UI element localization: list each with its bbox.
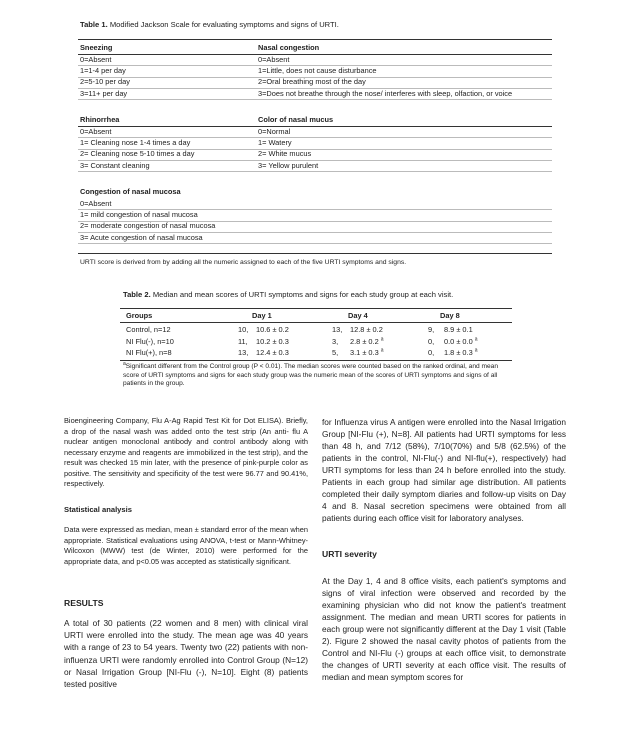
table1-scale-item: 0=Absent	[80, 199, 112, 208]
table1-section-title: Sneezing	[80, 43, 113, 52]
table2-cell-median: 0,	[428, 336, 435, 346]
results-heading: RESULTS	[64, 598, 104, 608]
table1-footnote: URTI score is derived from by adding all the numeric assigned to each of the five URTI symptoms and signs.	[80, 259, 407, 266]
table1-row-rule	[78, 243, 552, 244]
table1-label: Table 1.	[80, 20, 108, 29]
table1-top-rule	[78, 39, 552, 40]
table1-scale-item: 2= moderate congestion of nasal mucosa	[80, 221, 216, 231]
table1-scale-item: 0=Normal	[258, 127, 291, 136]
table1-scale-item: 1= Watery	[258, 138, 292, 148]
table2-row	[126, 348, 512, 358]
table2-cell-median: 11,	[238, 336, 248, 346]
table2-cell-median: 13,	[332, 325, 343, 334]
table2-cell-median: 0,	[428, 348, 435, 357]
table2-cell-median: 10,	[238, 325, 249, 334]
table1-scale-item: 2= White mucus	[258, 149, 312, 159]
table1-caption	[80, 20, 339, 30]
table2-cell-median: 5,	[332, 348, 339, 357]
table1-scale-item: 0=Absent	[80, 55, 112, 64]
table1-scale-item: 0=Absent	[258, 55, 290, 64]
table1-scale-item: 2= Cleaning nose 5-10 times a day	[80, 149, 195, 159]
table1-scale-item: 2=5-10 per day	[80, 77, 130, 87]
table1-row-rule	[78, 221, 552, 222]
significance-mark: a	[380, 347, 384, 354]
table1-scale-item: 1= mild congestion of nasal mucosa	[80, 210, 198, 220]
table1-scale-item: 2=Oral breathing most of the day	[258, 77, 366, 87]
table2-bottom-rule	[120, 360, 512, 361]
significance-mark: a	[474, 336, 478, 343]
table1-section-title: Congestion of nasal mucosa	[80, 187, 181, 196]
table1-row-rule	[78, 232, 552, 233]
table1-row-rule	[78, 209, 552, 210]
table2-header-day4: Day 4	[348, 311, 368, 320]
table2-header-rule	[120, 322, 512, 323]
table2-cell-median: 3,	[332, 336, 339, 346]
table2-cell-median: 9,	[428, 325, 435, 334]
right-col-para1: for Influenza virus A antigen were enrolled into the Nasal Irrigation Group [NI-Flu (+), N=8]. All patients had URTI symptoms for less than 48 h, and 7/12 (58%), 7/10(70%) and 5/8 (62.5%) of the patients in the control, NI-Flu(-) and NI-flu(+), respectively) had URTI symptoms for less than 24 h before enrolled into the study. Patients in each group had similar age distribution. All patients completed their daily symptom diaries and follow-up visits on Day 4 and 8. Nasal secretion specimens were obtained from all patients during each office visit for laboratory analyses.	[322, 417, 566, 523]
table2-header-day8: Day 8	[440, 311, 460, 320]
left-col-para3: A total of 30 patients (22 women and 8 men) with clinical viral URTI were enrolled into the study. The mean age was 40 years with a range of 23 to 54 years. Twenty two (22) patients with non-influenza URTI were randomly enrolled into Control Group (N=12) or Nasal Irrigation Group [NI-Flu (-), N=10]. Eight (8) patients tested positive	[64, 618, 308, 690]
table1-row-rule	[78, 137, 552, 138]
table2-row	[126, 325, 512, 335]
table1-scale-item: 3= Yellow purulent	[258, 160, 319, 170]
table2-cell-group: Control, n=12	[126, 325, 171, 334]
table1-section-title: Rhinorrhea	[80, 115, 120, 124]
right-col-para2: At the Day 1, 4 and 8 office visits, each patient's symptoms and signs of viral infection were observed and recorded by the examining physician who did not know the patient's treatment assignment. The median and mean URTI scores for patients in each group were not significantly different at the Day 1 visit (Table 2). Figure 2 showed the nasal cavity photos of patients from the Control and NI-Flu (-) groups at each office visit, to demonstrate the changes of URTI severity at each office visit. The results of median and mean symptom scores for	[322, 576, 566, 682]
table1-row-rule	[78, 160, 552, 161]
table2-cell-mean: 10.2 ± 0.3	[256, 336, 289, 346]
urti-severity-heading: URTI severity	[322, 549, 377, 559]
table2-row	[126, 337, 512, 347]
table1-row-rule	[78, 65, 552, 66]
left-col-para2: Data were expressed as median, mean ± standard error of the mean when appropriate. Statistical evaluations using ANOVA, t-test or Mann-Whitney-Wilcoxon (MWW) test (de Winter, 2010) were performed for the appropriate data, and p<0.05 was accepted as statistically significant.	[64, 525, 308, 566]
table1-scale-item: 3=11+ per day	[80, 88, 128, 98]
table1-row-rule	[78, 88, 552, 89]
table2-cell-median: 13,	[238, 348, 249, 357]
table1-row-rule	[78, 171, 552, 172]
table2-cell-group: NI Flu(+), n=8	[126, 348, 172, 357]
table1-scale-item: 3= Acute congestion of nasal mucosa	[80, 232, 203, 242]
table2-caption-text: Median and mean scores of URTI symptoms and signs for each study group at each visit.	[152, 290, 454, 299]
table2-footnote	[123, 360, 511, 389]
table2-cell-mean: 12.8 ± 0.2	[350, 325, 383, 334]
table2-caption	[123, 290, 453, 300]
table1-title-rule	[78, 126, 552, 127]
table1-row-rule	[78, 77, 552, 78]
table1-scale-item: 3=Does not breathe through the nose/ interferes with sleep, olfaction, or voice	[258, 88, 513, 98]
table1-section-title: Color of nasal mucus	[258, 115, 334, 124]
table1-title-rule	[78, 54, 552, 55]
table1-bottom-rule	[78, 253, 552, 254]
significance-mark: a	[380, 336, 384, 343]
table2-footnote-text: Significant different from the Control group (P < 0.01). The median scores were counted based on the ranked ordinal, and mean score of URTI symptoms and signs for each study group was the numeric mean of the scores of URTI symptoms and signs of all patients in the group.	[123, 363, 499, 388]
table2-cell-mean: 3.1 ± 0.3 $^a$	[350, 347, 384, 357]
statistical-analysis-heading: Statistical analysis	[64, 505, 132, 514]
table2-header-row	[126, 311, 512, 321]
table2-cell-mean: 8.9 ± 0.1	[444, 325, 473, 334]
significance-mark: a	[474, 347, 478, 354]
table2-header-day1: Day 1	[252, 311, 272, 320]
table2-cell-mean: 0.0 ± 0.0 $^a$	[444, 336, 478, 346]
left-col-para1: Bioengineering Company, Flu A-Ag Rapid Test Kit for Dot ELISA). Briefly, a drop of the nasal wash was added onto the test strip (An anti- flu A nuclear antigen monoclonal antibody and control antibody along with necessary enzyme and reagents are immobilized in the test strip), and the result was checked 15 min later, with the presence of pink-purple color as positive. The sensitivity and specificity of the test were 96.77 and 90.41%, respectively.	[64, 416, 308, 488]
table2-header-groups: Groups	[126, 311, 153, 320]
table1-row-rule	[78, 149, 552, 150]
table1-section-title: Nasal congestion	[258, 43, 320, 52]
table1-scale-item: 1=Little, does not cause disturbance	[258, 66, 377, 76]
table1-caption-text: Modified Jackson Scale for evaluating symptoms and signs of URTI.	[109, 20, 339, 29]
table2-cell-mean: 1.8 ± 0.3 $^a$	[444, 347, 478, 357]
table2-cell-mean: 2.8 ± 0.2 $^a$	[350, 336, 384, 346]
table2-footnote-mark: a	[123, 360, 126, 367]
table1-scale-item: 1= Cleaning nose 1-4 times a day	[80, 138, 191, 148]
table2-label: Table 2.	[123, 290, 151, 299]
table2-cell-mean: 12.4 ± 0.3	[256, 348, 289, 357]
table1-scale-item: 0=Absent	[80, 127, 112, 136]
table2-cell-group: NI Flu(-), n=10	[126, 336, 174, 346]
table2-cell-mean: 10.6 ± 0.2	[256, 325, 289, 334]
table1-scale-item: 3= Constant cleaning	[80, 160, 150, 170]
table1-row-rule	[78, 99, 552, 100]
table1-scale-item: 1=1-4 per day	[80, 66, 126, 76]
table2-top-rule	[120, 308, 512, 309]
